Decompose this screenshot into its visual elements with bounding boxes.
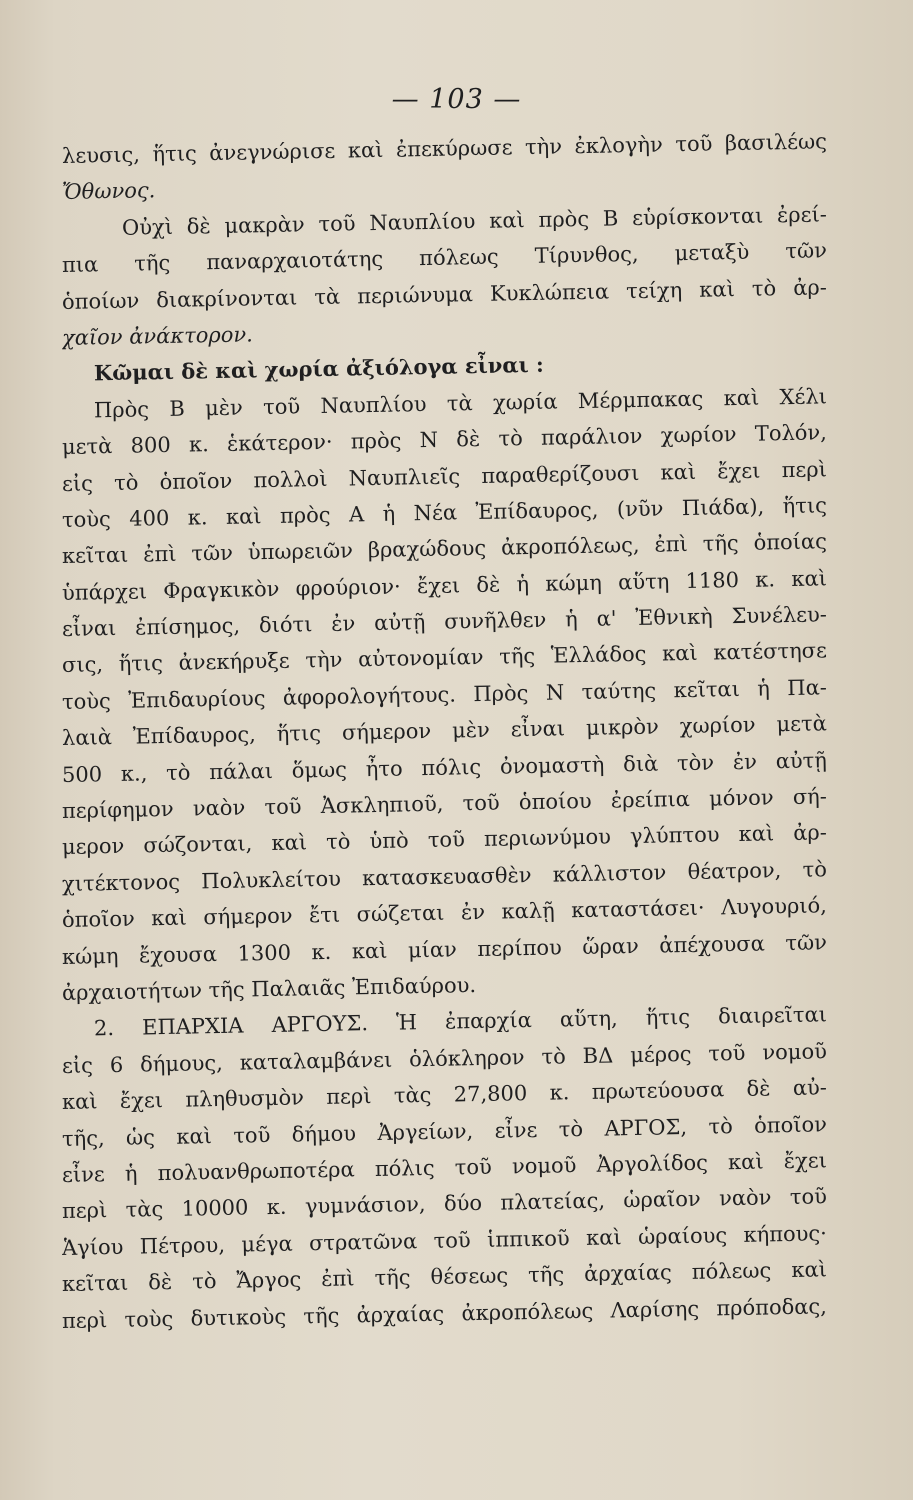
text-line: 500 κ., τὸ πάλαι ὅμως ἦτο πόλις ὀνομαστὴ διὰ τὸν ἐν αὐτῇ	[61, 747, 828, 787]
section-subheading: Κῶμαι δὲ καὶ χωρία ἀξιόλογα εἶναι :	[93, 352, 544, 386]
text-line: περὶ τὰς 10000 κ. γυμνάσιον, δύο πλατείας, ὡραῖον ναὸν τοῦ	[61, 1184, 828, 1224]
text-line: εἶνε ἡ πολυανθρωποτέρα πόλις τοῦ νομοῦ Ἀργολίδος καὶ ἔχει	[61, 1148, 828, 1187]
text-line: Ὄθωνος.	[61, 178, 156, 205]
text-line: τοὺς Ἐπιδαυρίους ἀφορολογήτους. Πρὸς Ν ταύτης κεῖται ἡ Πα-	[61, 675, 828, 714]
text-line: εἰς 6 δήμους, καταλαμβάνει ὁλόκληρον τὸ ΒΔ μέρος τοῦ νομοῦ	[61, 1039, 828, 1078]
text-line: Ἁγίου Πέτρου, μέγα στρατῶνα τοῦ ἱππικοῦ καὶ ὡραίους κήπους·	[61, 1221, 828, 1260]
text-line: κώμη ἔχουσα 1300 κ. καὶ μίαν περίπου ὥραν ἀπέχουσα τῶν	[61, 929, 828, 969]
page-number: — 103 —	[391, 84, 522, 115]
text-line: ὑπάρχει Φραγκικὸν φρούριον· ἔχει δὲ ἡ κώμη αὕτη 1180 κ. καὶ	[61, 566, 828, 605]
text-line: μετὰ 800 κ. ἑκάτερον· πρὸς Ν δὲ τὸ παράλιον χωρίον Τολόν,	[61, 420, 828, 460]
text-line: περίφημον ναὸν τοῦ Ἀσκληπιοῦ, τοῦ ὁποίου ἐρείπια μόνον σή-	[61, 784, 828, 824]
text-line: λευσις, ἥτις ἀνεγνώρισε καὶ ἐπεκύρωσε τὴν ἐκλογὴν τοῦ βασιλέως	[61, 129, 828, 168]
text-line: εἰς τὸ ὁποῖον πολλοὶ Ναυπλιεῖς παραθερίζουσι καὶ ἔχει περὶ	[61, 456, 828, 496]
text-line: καὶ ἔχει πληθυσμὸν περὶ τὰς 27,800 κ. πρωτεύουσα δὲ αὐ-	[61, 1075, 828, 1115]
text-line: Πρὸς Β μὲν τοῦ Ναυπλίου τὰ χωρία Μέρμπακας καὶ Χέλι	[93, 384, 828, 423]
text-line: μερον σώζονται, καὶ τὸ ὑπὸ τοῦ περιωνύμου γλύπτου καὶ ἀρ-	[61, 820, 828, 860]
text-line: κεῖται δὲ τὸ Ἄργος ἐπὶ τῆς θέσεως τῆς ἀρχαίας πόλεως καὶ	[61, 1257, 828, 1297]
text-line: περὶ τοὺς δυτικοὺς τῆς ἀρχαίας ἀκροπόλεως Λαρίσης πρόποδας,	[61, 1293, 828, 1333]
text-line: κεῖται ἐπὶ τῶν ὑπωρειῶν βραχώδους ἀκροπόλεως, ἐπὶ τῆς ὁποίας	[61, 529, 828, 569]
text-line: ὁποίων διακρίνονται τὰ περιώνυμα Κυκλώπεια τείχη καὶ τὸ ἀρ-	[61, 274, 828, 314]
text-line: λαιὰ Ἐπίδαυρος, ἥτις σήμερον μὲν εἶναι μικρὸν χωρίον μετὰ	[61, 711, 828, 751]
body-text	[61, 129, 828, 1339]
text-line: τῆς, ὡς καὶ τοῦ δήμου Ἀργείων, εἶνε τὸ ΑΡΓΟΣ, τὸ ὁποῖον	[61, 1111, 828, 1151]
text-line: χιτέκτονος Πολυκλείτου κατασκευασθὲν κάλλιστον θέατρον, τὸ	[61, 857, 828, 896]
text-line: εἶναι ἐπίσημος, διότι ἐν αὐτῇ συνῆλθεν ἡ α' Ἐθνικὴ Συνέλευ-	[61, 602, 828, 642]
text-line: τοὺς 400 κ. καὶ πρὸς Α ἡ Νέα Ἐπίδαυρος, (νῦν Πιάδα), ἥτις	[61, 493, 828, 532]
text-line: ὁποῖον καὶ σήμερον ἔτι σώζεται ἐν καλῇ καταστάσει· Λυγουριό,	[61, 893, 828, 933]
text-line: χαῖον ἀνάκτορον.	[61, 322, 254, 350]
text-line: πια τῆς παναρχαιοτάτης πόλεως Τίρυνθος, μεταξὺ τῶν	[61, 238, 828, 278]
text-line: ἀρχαιοτήτων τῆς Παλαιᾶς Ἐπιδαύρου.	[61, 973, 477, 1005]
text-line: Οὐχὶ δὲ μακρὰν τοῦ Ναυπλίου καὶ πρὸς Β εὑρίσκονται ἐρεί-	[121, 202, 828, 240]
section-heading: 2. ΕΠΑΡΧΙΑ ΑΡΓΟΥΣ. Ἡ ἐπαρχία αὕτη, ἥτις διαιρεῖται	[93, 1002, 828, 1041]
text-line: σις, ἥτις ἀνεκήρυξε τὴν αὐτονομίαν τῆς Ἑλλάδος καὶ κατέστησε	[61, 638, 828, 678]
